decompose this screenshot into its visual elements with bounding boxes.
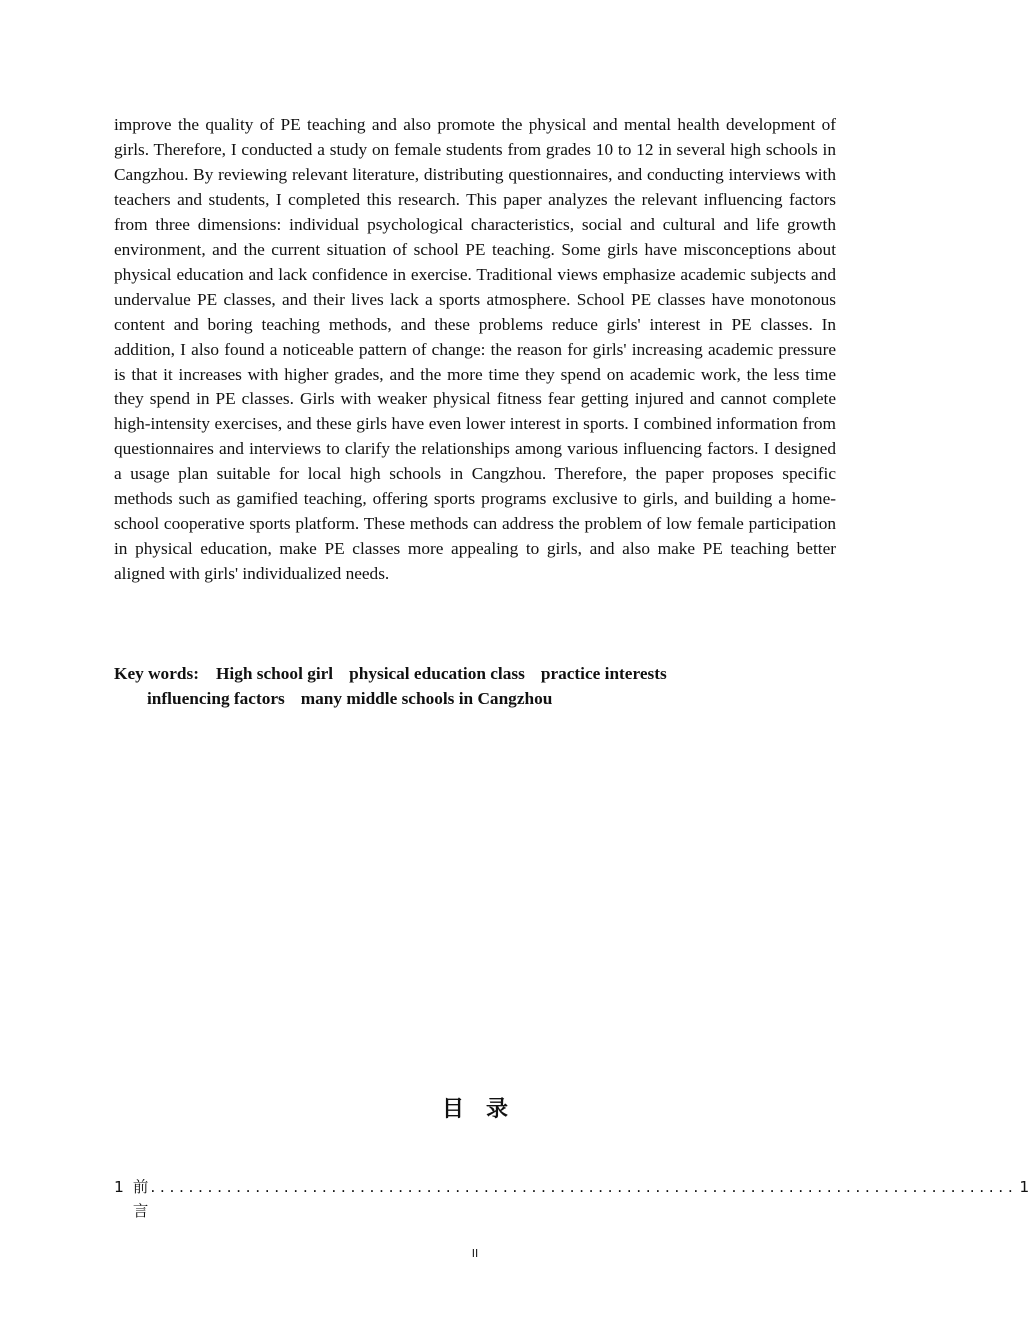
toc-entry-number: 1 bbox=[114, 1178, 124, 1196]
keyword-item: physical education class bbox=[349, 664, 525, 683]
keywords-line-2 bbox=[114, 686, 836, 711]
keywords-label: Key words: bbox=[114, 664, 199, 683]
toc-heading: 目录 bbox=[441, 1097, 530, 1122]
abstract-body-text: improve the quality of PE teaching and also promote the physical and mental health development of girls. Therefore, I conducted a study on female students from grades 10 to 12 in several high schools in Cangzhou. By reviewing relevant literature, distributing questionnaires, and conducting interviews with teachers and students, I completed this research. This paper analyzes the relevant influencing factors from three dimensions: individual psychological characteristics, social and cultural and life growth environment, and the current situation of school PE teaching. Some girls have misconceptions about physical education and lack confidence in exercise. Traditional views emphasize academic subjects and undervalue PE classes, and their lives lack a sports atmosphere. School PE classes have monotonous content and boring teaching methods, and these problems reduce girls' interest in PE classes. In addition, I also found a noticeable pattern of change: the reason for girls' increasing academic pressure is that it increases with higher grades, and the more time they spend on academic work, the less time they spend in PE classes. Girls with weaker physical fitness fear getting injured and cannot complete high-intensity exercises, and these girls have even lower interest in sports. I combined information from questionnaires and interviews to clarify the relationships among various influencing factors. I designed a usage plan suitable for local high schools in Cangzhou. Therefore, the paper proposes specific methods such as gamified teaching, offering sports programs exclusive to girls, and building a home-school cooperative sports platform. These methods can address the problem of low female participation in physical education, make PE classes more appealing to girls, and also make PE teaching better aligned with girls' individualized needs. bbox=[114, 115, 836, 584]
keyword-item: practice interests bbox=[540, 664, 667, 683]
keyword-item: High school girl bbox=[215, 664, 334, 683]
toc-entry-leader: ........................................................................................... bbox=[150, 1178, 1018, 1196]
toc-entry[interactable] bbox=[114, 1175, 1029, 1220]
keyword-item: influencing factors bbox=[147, 689, 285, 708]
keywords-block bbox=[114, 661, 836, 711]
keywords-line-1 bbox=[114, 661, 836, 686]
toc-entry-title[interactable]: 前言 bbox=[132, 1178, 149, 1220]
toc-entry-page: 1 bbox=[1019, 1178, 1029, 1196]
keyword-item: many middle schools in Cangzhou bbox=[300, 689, 553, 708]
page-number: II bbox=[471, 1247, 479, 1260]
